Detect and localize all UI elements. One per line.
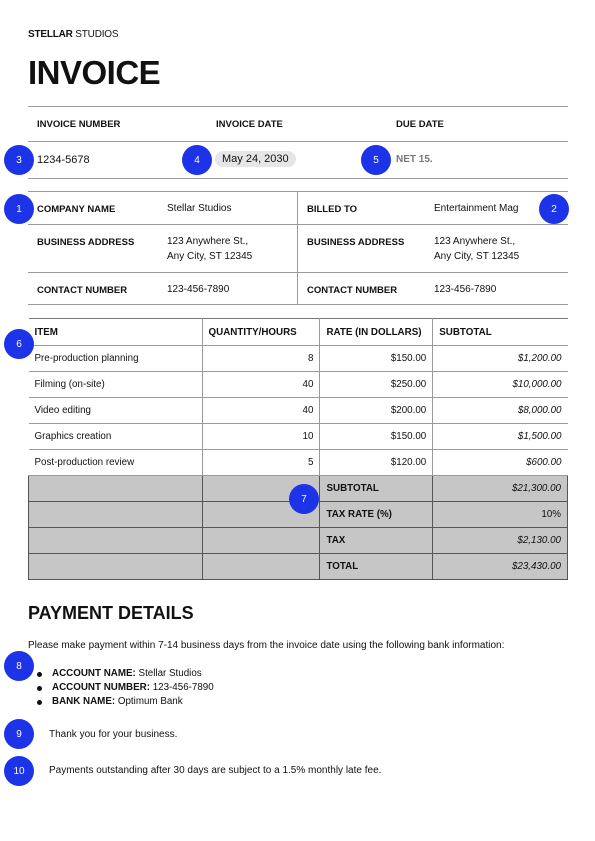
invoice-number-label: INVOICE NUMBER xyxy=(37,119,121,130)
summary-empty-cell xyxy=(29,554,203,580)
billed-address-line1: 123 Anywhere St., xyxy=(434,236,516,247)
qty-cell: 8 xyxy=(202,346,320,372)
summary-empty-cell xyxy=(202,554,320,580)
item-cell: Video editing xyxy=(29,398,203,424)
marker-badge-8: 8 xyxy=(4,651,34,681)
payment-intro: Please make payment within 7-14 business days from the invoice date using the following bank information: xyxy=(28,640,505,651)
marker-badge-1: 1 xyxy=(4,194,34,224)
column-divider xyxy=(297,191,298,304)
billed-address-label: BUSINESS ADDRESS xyxy=(307,237,405,248)
marker-badge-2: 2 xyxy=(539,194,569,224)
qty-cell: 40 xyxy=(202,398,320,424)
account-name-label: ACCOUNT NAME: xyxy=(52,668,136,679)
divider xyxy=(28,106,568,107)
rate-cell: $120.00 xyxy=(320,450,433,476)
item-cell: Filming (on-site) xyxy=(29,372,203,398)
item-cell: Post-production review xyxy=(29,450,203,476)
billed-to-value: Entertainment Mag xyxy=(434,203,519,214)
company-contact-value: 123-456-7890 xyxy=(167,284,230,295)
invoice-number-value: 1234-5678 xyxy=(37,154,90,166)
subtotal-cell: $8,000.00 xyxy=(433,398,568,424)
subtotal-cell: $1,200.00 xyxy=(433,346,568,372)
payment-heading: PAYMENT DETAILS xyxy=(28,603,194,623)
page-title: INVOICE xyxy=(28,54,161,91)
table-header-row xyxy=(29,319,568,346)
company-contact-label: CONTACT NUMBER xyxy=(37,285,128,296)
summary-label: TOTAL xyxy=(320,554,433,580)
account-name-value: Stellar Studios xyxy=(135,668,202,679)
due-date-label: DUE DATE xyxy=(396,119,444,130)
rate-cell: $150.00 xyxy=(320,346,433,372)
table-row xyxy=(29,372,568,398)
brand-name xyxy=(28,29,118,40)
item-cell: Graphics creation xyxy=(29,424,203,450)
marker-badge-9: 9 xyxy=(4,719,34,749)
table-row xyxy=(29,424,568,450)
list-item xyxy=(36,667,214,681)
table-row xyxy=(29,450,568,476)
account-number-value: 123-456-7890 xyxy=(149,682,214,693)
header-rate: RATE (IN DOLLARS) xyxy=(320,319,433,346)
billed-contact-value: 123-456-7890 xyxy=(434,284,497,295)
summary-label: TAX RATE (%) xyxy=(320,502,433,528)
marker-badge-3: 3 xyxy=(4,145,34,175)
table-row xyxy=(29,346,568,372)
company-address-line2: Any City, ST 12345 xyxy=(167,251,253,262)
bank-name-label: BANK NAME: xyxy=(52,696,116,707)
list-item xyxy=(36,695,214,709)
summary-row-tax xyxy=(29,528,568,554)
due-date-value: NET 15. xyxy=(396,154,433,165)
qty-cell: 40 xyxy=(202,372,320,398)
company-name-label: COMPANY NAME xyxy=(37,204,116,215)
header-subtotal: SUBTOTAL xyxy=(433,319,568,346)
header-item: ITEM xyxy=(29,319,203,346)
marker-badge-6: 6 xyxy=(4,329,34,359)
qty-cell: 5 xyxy=(202,450,320,476)
rate-cell: $250.00 xyxy=(320,372,433,398)
marker-badge-7: 7 xyxy=(289,484,319,514)
summary-label: SUBTOTAL xyxy=(320,476,433,502)
table-row xyxy=(29,398,568,424)
bank-name-value: Optimum Bank xyxy=(115,696,183,707)
divider xyxy=(28,224,568,225)
summary-empty-cell xyxy=(29,476,203,502)
billed-address-line2: Any City, ST 12345 xyxy=(434,251,520,262)
bank-info-list xyxy=(36,667,214,709)
list-item xyxy=(36,681,214,695)
item-cell: Pre-production planning xyxy=(29,346,203,372)
rate-cell: $150.00 xyxy=(320,424,433,450)
summary-value: $23,430.00 xyxy=(433,554,568,580)
summary-value: 10% xyxy=(433,502,568,528)
items-table xyxy=(28,318,568,580)
divider xyxy=(28,141,568,142)
company-address-line1: 123 Anywhere St., xyxy=(167,236,249,247)
account-number-label: ACCOUNT NUMBER: xyxy=(52,682,150,693)
subtotal-cell: $600.00 xyxy=(433,450,568,476)
summary-empty-cell xyxy=(202,528,320,554)
company-address-label: BUSINESS ADDRESS xyxy=(37,237,135,248)
summary-label: TAX xyxy=(320,528,433,554)
marker-badge-5: 5 xyxy=(361,145,391,175)
company-name-value: Stellar Studios xyxy=(167,203,232,214)
brand-bold: STELLAR xyxy=(28,29,73,40)
divider xyxy=(28,178,568,179)
invoice-date-label: INVOICE DATE xyxy=(216,119,283,130)
rate-cell: $200.00 xyxy=(320,398,433,424)
header-quantity: QUANTITY/HOURS xyxy=(202,319,320,346)
invoice-date-value: May 24, 2030 xyxy=(215,151,296,167)
divider xyxy=(28,272,568,273)
summary-empty-cell xyxy=(29,528,203,554)
subtotal-cell: $10,000.00 xyxy=(433,372,568,398)
summary-row-total xyxy=(29,554,568,580)
marker-badge-10: 10 xyxy=(4,756,34,786)
billed-contact-label: CONTACT NUMBER xyxy=(307,285,398,296)
summary-empty-cell xyxy=(29,502,203,528)
subtotal-cell: $1,500.00 xyxy=(433,424,568,450)
billed-to-label: BILLED TO xyxy=(307,204,357,215)
divider xyxy=(28,304,568,305)
marker-badge-4: 4 xyxy=(182,145,212,175)
divider xyxy=(28,191,568,192)
qty-cell: 10 xyxy=(202,424,320,450)
thanks-note: Thank you for your business. xyxy=(49,729,178,740)
summary-value: $2,130.00 xyxy=(433,528,568,554)
late-fee-note: Payments outstanding after 30 days are subject to a 1.5% monthly late fee. xyxy=(49,765,382,776)
summary-value: $21,300.00 xyxy=(433,476,568,502)
brand-rest: STUDIOS xyxy=(72,29,119,40)
